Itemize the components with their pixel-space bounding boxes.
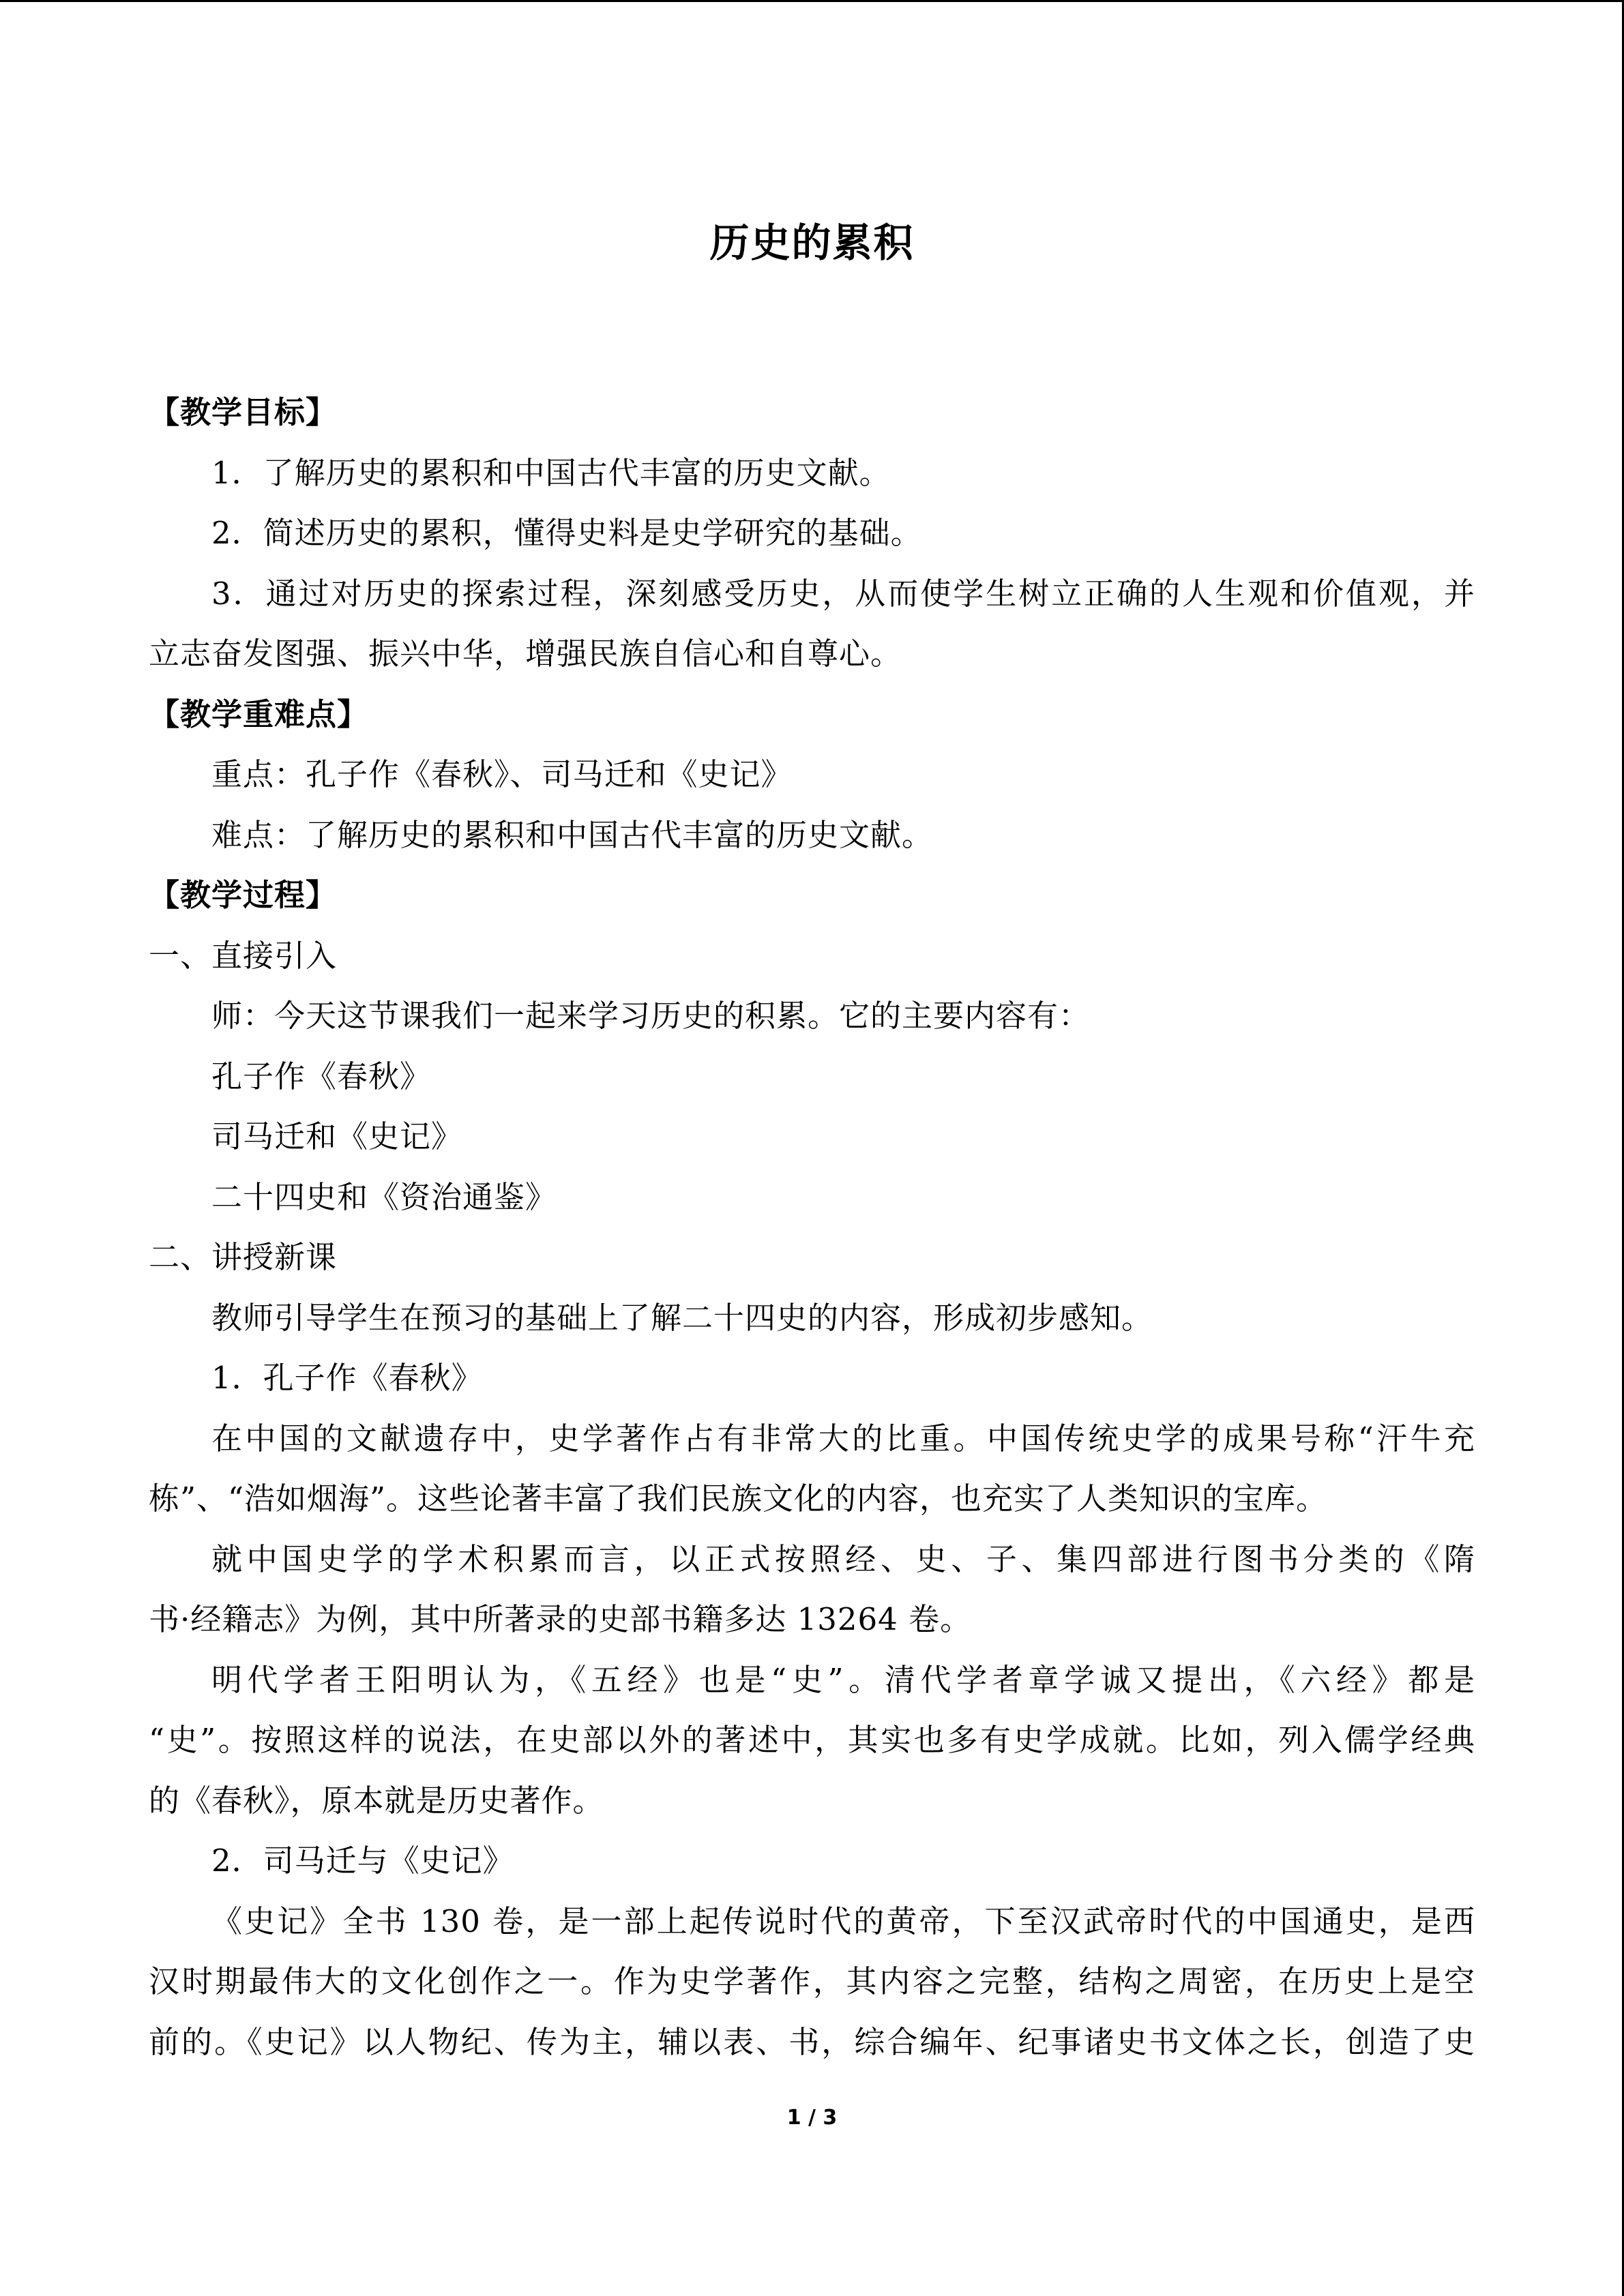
paragraph-line: 2．简述历史的累积，懂得史料是史学研究的基础。 [211,515,922,551]
paragraph-line: 1．孔子作《春秋》 [211,1360,483,1396]
document-title: 历史的累积 [709,220,915,266]
paragraph-line: 2．司马迁与《史记》 [211,1843,514,1879]
paragraph-line: 教师引导学生在预习的基础上了解二十四史的内容，形成初步感知。 [211,1299,1153,1336]
subsection-heading: 二、讲授新课 [149,1239,338,1275]
paragraph-line: 栋”、“浩如烟海”。这些论著丰富了我们民族文化的内容，也充实了人类知识的宝库。 [149,1480,1328,1517]
document-body [149,383,1475,2072]
section-heading-teaching-process: 【教学过程】 [149,877,338,913]
paragraph-line: 师：今天这节课我们一起来学习历史的积累。它的主要内容有： [211,998,1091,1034]
paragraph-line: 难点：了解历史的累积和中国古代丰富的历史文献。 [211,816,934,853]
paragraph-line: 书·经籍志》为例，其中所著录的史部书籍多达 13264 卷。 [149,1601,972,1637]
paragraph-line: 《史记》全书 130 卷，是一部上起传说时代的黄帝，下至汉武帝时代的中国通史，是西 [211,1903,1475,1939]
paragraph-line: 1．了解历史的累积和中国古代丰富的历史文献。 [211,454,891,491]
paragraph-line: 汉时期最伟大的文化创作之一。作为史学著作，其内容之完整，结构之周密，在历史上是空 [149,1963,1475,1999]
paragraph-line: 的《春秋》，原本就是历史著作。 [149,1782,604,1819]
paragraph-line: 前的。《史记》以人物纪、传为主，辅以表、书，综合编年、纪事诸史书文体之长，创造了史 [149,2023,1475,2060]
paragraph-line: 3．通过对历史的探索过程，深刻感受历史，从而使学生树立正确的人生观和价值观，并 [211,575,1475,612]
section-heading-teaching-goals: 【教学目标】 [149,394,338,430]
paragraph-line: 在中国的文献遗存中，史学著作占有非常大的比重。中国传统史学的成果号称“汗牛充 [211,1420,1475,1457]
list-item: 孔子作《春秋》 [211,1058,432,1094]
paragraph-line: “史”。按照这样的说法，在史部以外的著述中，其实也多有史学成就。比如，列入儒学经典 [149,1722,1475,1758]
paragraph-line: 明代学者王阳明认为，《五经》也是“史”。清代学者章学诚又提出，《六经》都是 [211,1661,1475,1698]
page-number: 1 / 3 [786,2106,838,2130]
paragraph-line: 重点：孔子作《春秋》、司马迁和《史记》 [211,756,793,792]
list-item: 司马迁和《史记》 [211,1118,463,1154]
paragraph-line: 就中国史学的学术积累而言，以正式按照经、史、子、集四部进行图书分类的《隋 [211,1540,1475,1577]
subsection-heading: 一、直接引入 [149,937,338,974]
paragraph-line: 立志奋发图强、振兴中华，增强民族自信心和自尊心。 [149,636,902,672]
list-item: 二十四史和《资治通鉴》 [211,1178,557,1215]
section-heading-key-points: 【教学重难点】 [149,696,369,732]
